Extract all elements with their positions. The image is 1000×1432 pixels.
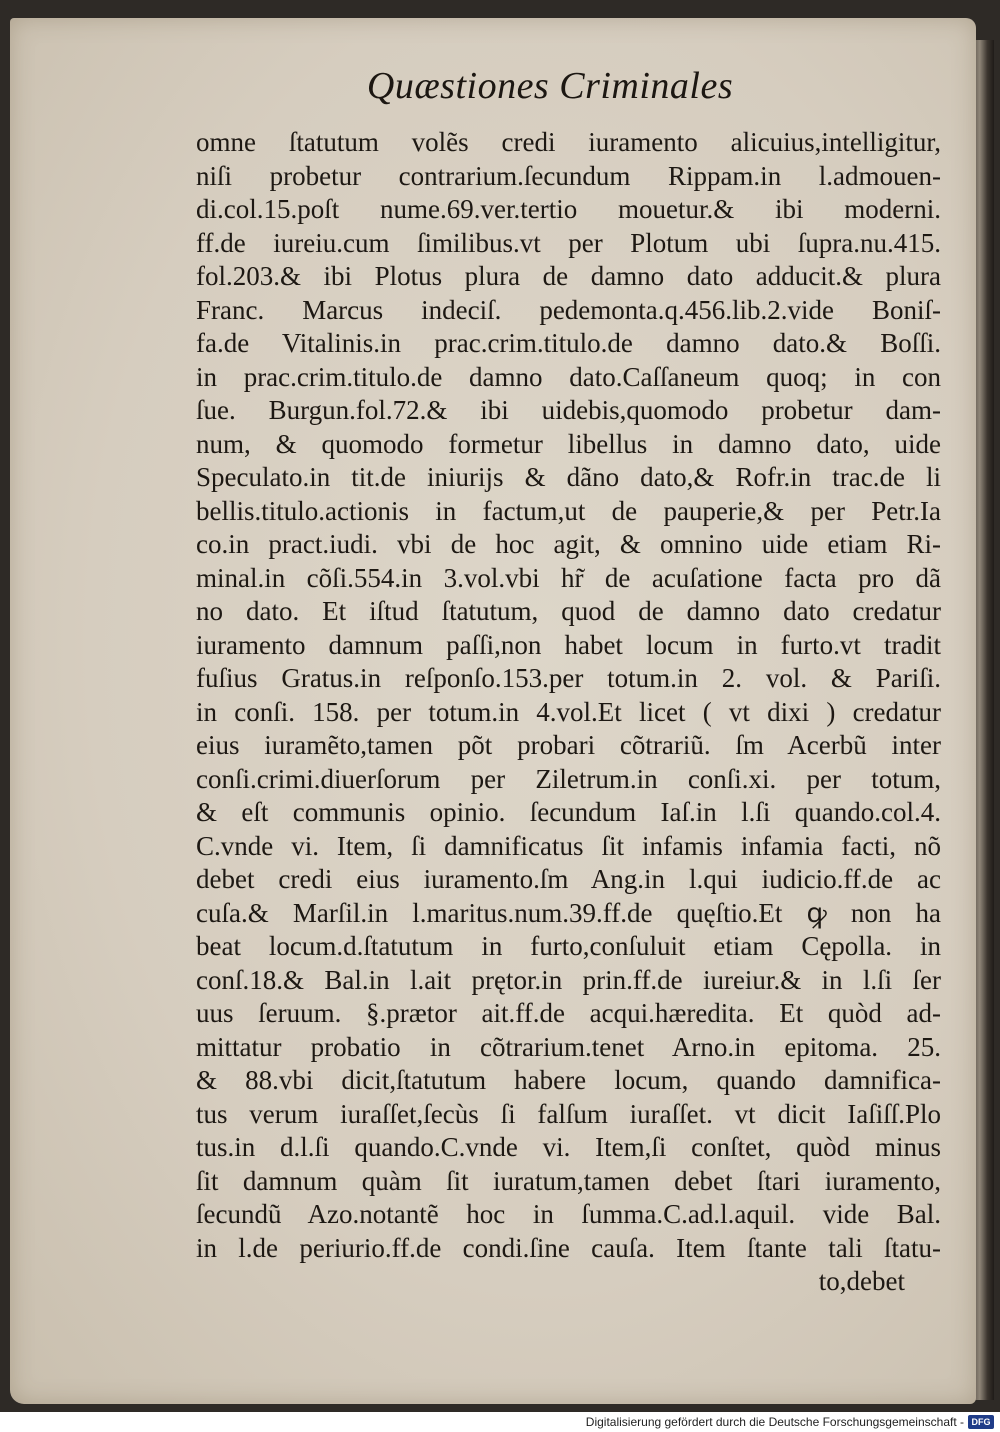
text-line: num, & quomodo formetur libellus in damno dato, uide xyxy=(196,428,941,459)
catchword: to,debet xyxy=(818,1266,905,1296)
dfg-logo[interactable]: DFG xyxy=(968,1415,994,1429)
text-line: cuſa.& Marſil.in l.maritus.num.39.ff.de quęſtio.Et ꝙ non ha xyxy=(196,897,941,928)
text-line: tus.in d.l.ſi quando.C.vnde vi. Item,ſi conſtet, quòd minus xyxy=(196,1132,941,1162)
text-line: conſi.crimi.diuerſorum per Ziletrum.in conſi.xi. per totum, xyxy=(196,763,941,794)
text-line: in prac.crim.titulo.de damno dato.Caſſaneum quoq; in con xyxy=(196,361,941,392)
text-line: tus verum iuraſſet,ſecùs ſi falſum iuraſſet. vt dicit Iaſiſſ.Plo xyxy=(196,1098,941,1129)
text-line: Franc. Marcus indeciſ. pedemonta.q.456.lib.2.vide Boniſ- xyxy=(196,294,941,325)
text-line: bellis.titulo.actionis in factum,ut de pauperie,& per Petr.Ia xyxy=(196,495,941,526)
text-line: mittatur probatio in cõtrarium.tenet Arno.in epitoma. 25. xyxy=(196,1031,941,1062)
footer-bar xyxy=(0,1412,1000,1432)
text-line: debet credi eius iuramento.ſm Ang.in l.qui iudicio.ff.de ac xyxy=(196,864,941,894)
text-line: no dato. Et iſtud ſtatutum, quod de damno dato credatur xyxy=(196,596,941,626)
text-line: & eſt communis opinio. ſecundum Iaſ.in l.ſi quando.col.4. xyxy=(196,797,941,827)
main-text-block xyxy=(196,126,941,1299)
text-line: fol.203.& ibi Plotus plura de damno dato adducit.& plura xyxy=(196,261,941,291)
text-line: ff.de iureiu.cum ſimilibus.vt per Plotum ubi ſupra.nu.415. xyxy=(196,227,941,258)
text-line: in l.de periurio.ff.de condi.ſine cauſa. Item ſtante tali ſtatu- xyxy=(196,1232,941,1263)
text-line: ſecundũ Azo.notantẽ hoc in ſumma.C.ad.l.aquil. vide Bal. xyxy=(196,1199,941,1229)
text-line: Speculato.in tit.de iniurijs & dãno dato,& Rofr.in trac.de li xyxy=(196,462,941,492)
text-line: ſit damnum quàm ſit iuratum,tamen debet ſtari iuramento, xyxy=(196,1165,941,1196)
text-line: C.vnde vi. Item, ſi damnificatus ſit infamis infamia facti, nõ xyxy=(196,830,941,861)
text-line: co.in pract.iudi. vbi de hoc agit, & omnino uide etiam Ri- xyxy=(196,529,941,559)
text-line: in conſi. 158. per totum.in 4.vol.Et licet ( vt dixi ) credatur xyxy=(196,696,941,727)
text-line: fa.de Vitalinis.in prac.crim.titulo.de damno dato.& Boſſi. xyxy=(196,328,941,358)
text-line: minal.in cõſi.554.in 3.vol.vbi hr̃ de acuſatione facta pro dã xyxy=(196,562,941,593)
text-line: conſ.18.& Bal.in l.ait prętor.in prin.ff.de iureiur.& in l.ſi ſer xyxy=(196,964,941,995)
text-line: eius iuramẽto,tamen põt probari cõtrariũ. ſm Acerbũ inter xyxy=(196,730,941,760)
text-line: fuſius Gratus.in reſponſo.153.per totum.in 2. vol. & Pariſi. xyxy=(196,663,941,693)
text-line: omne ſtatutum volẽs credi iuramento alicuius,intelligitur, xyxy=(196,127,941,157)
footer-credit: Digitalisierung gefördert durch die Deutsche Forschungsgemeinschaft - xyxy=(585,1415,964,1429)
text-line: di.col.15.poſt nume.69.ver.tertio mouetur.& ibi moderni. xyxy=(196,194,941,224)
text-line: uus ſeruum. §.prætor ait.ff.de acqui.hæredita. Et quòd ad- xyxy=(196,998,941,1028)
text-line: iuramento damnum paſſi,non habet locum in furto.vt tradit xyxy=(196,629,941,660)
text-line: niſi probetur contrarium.ſecundum Rippam.in l.admouen- xyxy=(196,160,941,191)
text-line: & 88.vbi dicit,ſtatutum habere locum, quando damnifica- xyxy=(196,1065,941,1095)
running-title: Quæstiones Criminales xyxy=(366,65,734,107)
text-line: beat locum.d.ſtatutum in furto,conſuluit etiam Cępolla. in xyxy=(196,931,941,961)
text-line: ſue. Burgun.fol.72.& ibi uidebis,quomodo probetur dam- xyxy=(196,395,941,425)
